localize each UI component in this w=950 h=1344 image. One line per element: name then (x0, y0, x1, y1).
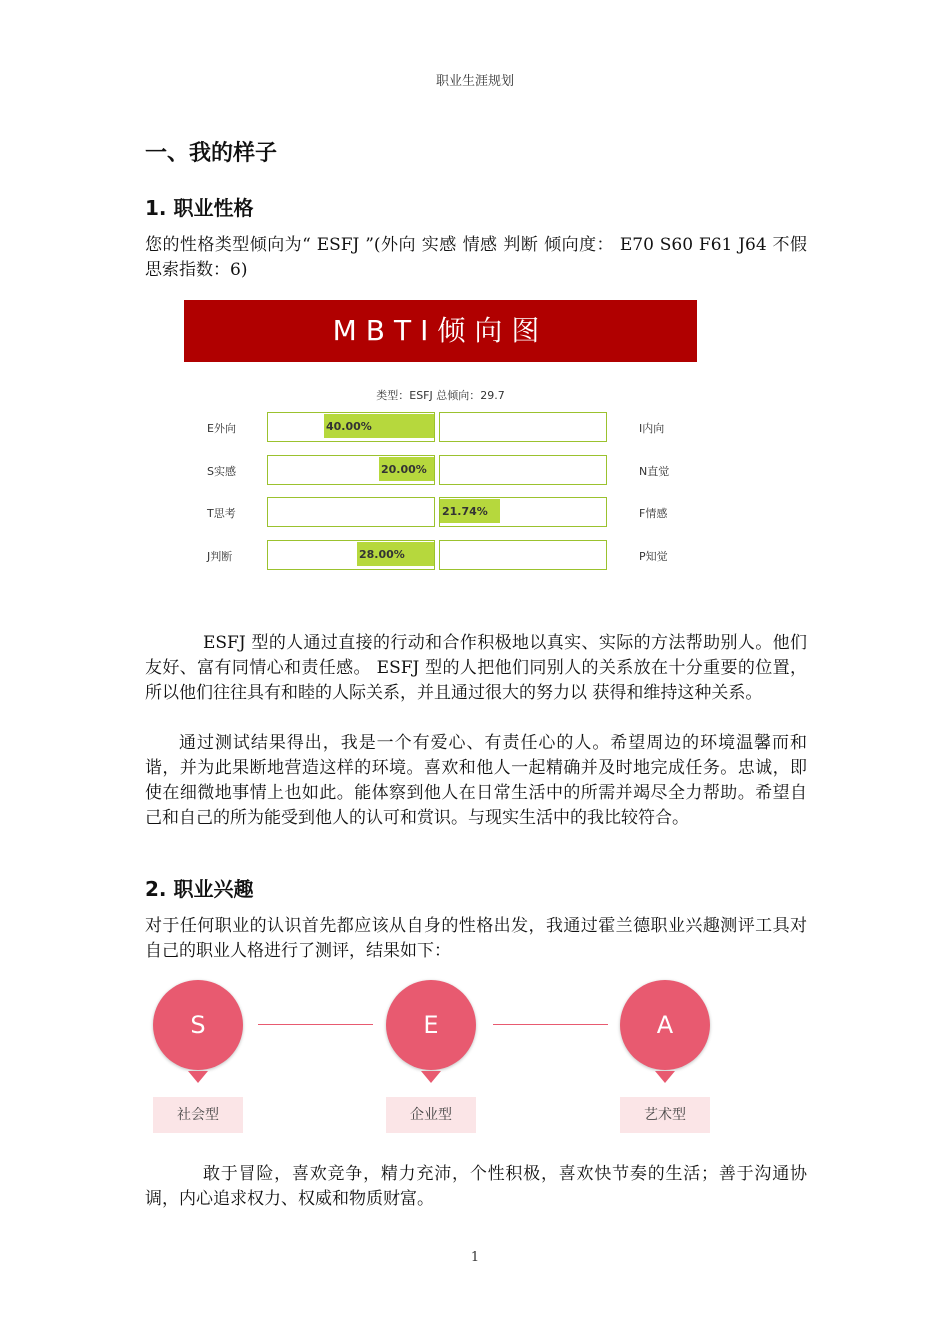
interest-description: 敢于冒险，喜欢竞争，精力充沛，个性积极，喜欢快节奏的生活；善于沟通协调，内心追求权力、权威和物质财富。 (145, 1164, 807, 1209)
mbti-left-box (267, 497, 435, 527)
esfj-description: ESFJ 型的人通过直接的行动和合作积极地以真实、实际的方法帮助别人。他们友好、富有同情心和责任感。 ESFJ 型的人把他们同别人的关系放在十分重要的位置，所以他们往往具有和睦的人际关系，并且通过很大的努力以 获得和维持这种关系。 (145, 633, 807, 703)
mbti-left-label: J判断 (207, 550, 233, 563)
holland-circle-enterprising: E (386, 980, 476, 1070)
mbti-left-label: S实感 (207, 465, 236, 478)
holland-circle-artistic: A (620, 980, 710, 1070)
pointer-arrow-icon (655, 1071, 675, 1083)
pointer-arrow-icon (188, 1071, 208, 1083)
mbti-value-label: 40.00% (326, 420, 372, 433)
pointer-arrow-icon (421, 1071, 441, 1083)
mbti-row (184, 540, 697, 570)
mbti-row (184, 497, 697, 527)
mbti-right-box (439, 412, 607, 442)
mbti-right-label: N直觉 (639, 465, 670, 478)
mbti-chart-title: MBTI倾向图 (184, 300, 697, 362)
mbti-value-label: 21.74% (442, 505, 488, 518)
personality-intro: 您的性格类型倾向为“ ESFJ ”(外向 实感 情感 判断 倾向度： E70 S60 F61 J64 不假思索指数：6) (145, 235, 807, 280)
mbti-value-label: 28.00% (359, 548, 405, 561)
page-header: 职业生涯规划 (435, 74, 514, 89)
self-reflection: 通过测试结果得出，我是一个有爱心、有责任心的人。希望周边的环境温馨而和谐，并为此果断地营造这样的环境。喜欢和他人一起精确并及时地完成任务。忠诚，即使在细微地事情上也如此。能体察到他人在日常生活中的所需并竭尽全力帮助。希望自己和自己的所为能受到他人的认可和赏识。与现实生活中的我比较符合。 (145, 733, 807, 828)
mbti-left-label: E外向 (207, 422, 236, 435)
mbti-left-label: T思考 (207, 507, 236, 520)
mbti-right-label: P知觉 (639, 550, 668, 563)
interest-intro: 对于任何职业的认识首先都应该从自身的性格出发，我通过霍兰德职业兴趣测评工具对自己的职业人格进行了测评，结果如下： (145, 916, 807, 961)
holland-circle-social: S (153, 980, 243, 1070)
mbti-right-label: F情感 (639, 507, 668, 520)
subsection-title-interest: 2. 职业兴趣 (145, 877, 254, 901)
mbti-row (184, 412, 697, 442)
section-title: 一、我的样子 (145, 141, 278, 166)
mbti-right-box (439, 455, 607, 485)
holland-label-social: 社会型 (153, 1097, 243, 1133)
page-number: 1 (470, 1250, 480, 1265)
holland-label-artistic: 艺术型 (620, 1097, 710, 1133)
connector-line (493, 1024, 608, 1025)
mbti-chart-subtitle: 类型：ESFJ 总倾向：29.7 (376, 389, 505, 402)
connector-line (258, 1024, 373, 1025)
mbti-right-label: I内向 (639, 422, 665, 435)
mbti-row (184, 455, 697, 485)
subsection-title-personality: 1. 职业性格 (145, 196, 254, 220)
mbti-right-box (439, 540, 607, 570)
holland-label-enterprising: 企业型 (386, 1097, 476, 1133)
mbti-value-label: 20.00% (381, 463, 427, 476)
